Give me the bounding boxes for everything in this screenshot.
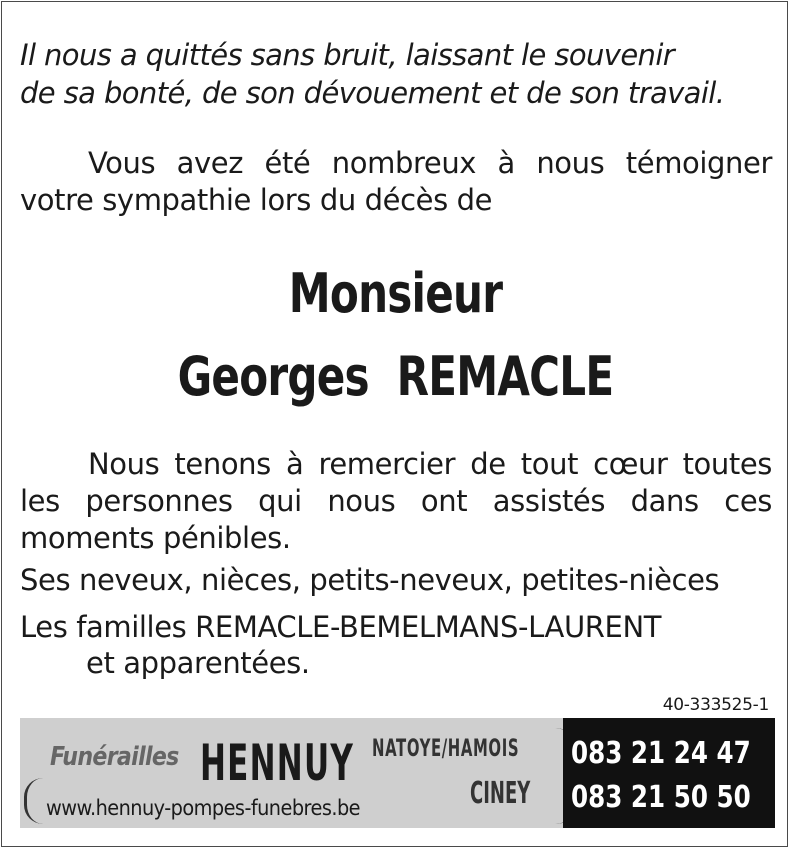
deceased-title: Monsieur <box>288 262 503 325</box>
thanks-text: Nous tenons à remercier de tout cœur toutes les personnes qui nous ont assistés dans ces moments pénibles. <box>20 447 772 555</box>
intro-line-1: Vous avez été nombreux à nous témoigner <box>88 146 772 180</box>
brand-logo: HENNUY <box>200 734 355 792</box>
advert-location-1: NATOYE/HAMOIS <box>372 734 520 762</box>
quote-line-2: de sa bonté, de son dévouement et de son travail. <box>20 76 725 110</box>
family-line-3: et apparentées. <box>86 646 310 680</box>
quote-line-1: Il nous a quittés sans bruit, laissant le souvenir <box>20 38 675 72</box>
advert-website-link[interactable]: www.hennuy-pompes-funebres.be <box>46 796 360 820</box>
thanks-paragraph <box>20 446 772 557</box>
phone-number-1[interactable]: 083 21 24 47 <box>571 736 751 771</box>
reference-number: 40-333525-1 <box>662 695 769 715</box>
advert-location-2: CINEY <box>470 776 531 811</box>
deceased-name: Georges REMACLE <box>177 345 614 408</box>
swoosh-decoration <box>24 778 43 824</box>
advert-label: Funérailles <box>50 742 179 772</box>
funeral-home-advert <box>20 718 775 828</box>
family-line-1: Ses neveux, nièces, petits-neveux, petites-nièces <box>20 563 720 597</box>
phone-panel <box>563 718 775 828</box>
intro-line-2: votre sympathie lors du décès de <box>20 183 493 217</box>
family-line-2: Les familles REMACLE-BEMELMANS-LAURENT <box>20 610 662 644</box>
intro-paragraph <box>20 145 772 219</box>
epitaph-quote <box>20 36 780 112</box>
phone-number-2[interactable]: 083 21 50 50 <box>571 780 751 815</box>
